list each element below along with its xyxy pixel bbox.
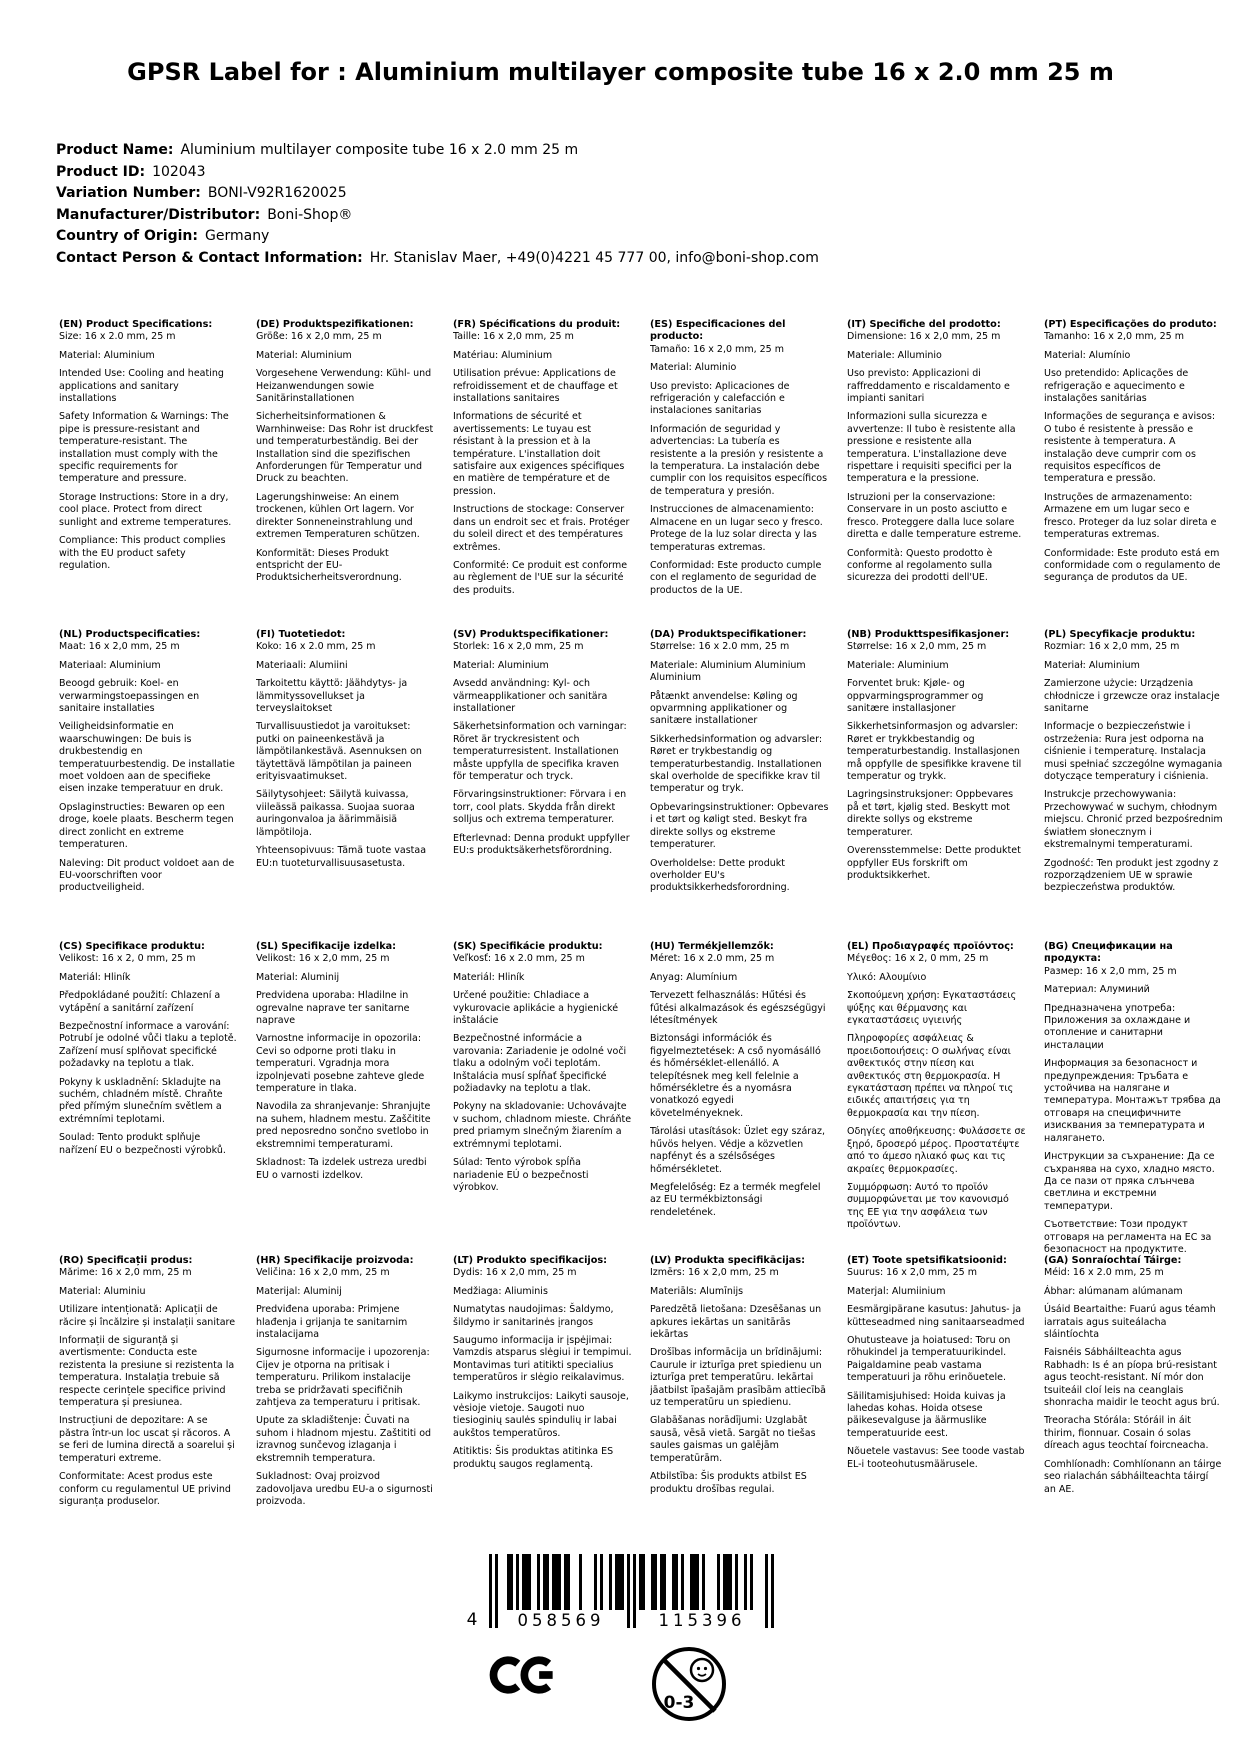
language-block-paragraph: Säilytysohjeet: Säilytä kuivassa, viileässä paikassa. Suojaa suoraa auringonvaloa ja äärimmäisiä lämpötiloja. (256, 789, 415, 838)
age-warning-0-3-icon (649, 1644, 729, 1724)
language-block-title: (FR) Spécifications du produit: (453, 319, 621, 330)
barcode-bar (681, 1554, 684, 1610)
language-block-es (650, 319, 831, 629)
language-block-nl (59, 629, 240, 941)
language-block-paragraph: Conformitate: Acest produs este conform cu regulamentul UE privind siguranța produselor. (59, 1471, 231, 1507)
barcode-bar (693, 1554, 696, 1610)
language-block-paragraph: Materjal: Alumiinium (847, 1285, 946, 1297)
language-block-ga (1044, 1255, 1225, 1508)
language-block-paragraph: Informacje o bezpieczeństwie i ostrzeżenia: Rura jest odporna na ciśnienie i temperaturę. Instalacja musi spełniać szczególne wymagania dotyczące temperatury i ciśnienia. (1044, 721, 1223, 783)
language-block-paragraph: Instrukcje przechowywania: Przechowywać w suchym, chłodnym miejscu. Chronić przed bezpośrednim światłem słonecznym i ekstremalnymi temperaturami. (1044, 789, 1223, 851)
language-block-paragraph: Πληροφορίες ασφάλειας & προειδοποιήσεις: Ο σωλήνας είναι ανθεκτικός στην πίεση και ανθεκτικός στη θερμοκρασία. Η εγκατάσταση πρέπει να πληροί τις ειδικές απαιτήσεις για τη θερμοκρασία και την πίεση. (847, 1033, 1014, 1119)
barcode-bar (615, 1554, 618, 1610)
language-block-paragraph: Οδηγίες αποθήκευσης: Φυλάσσετε σε ξηρό, δροσερό μέρος. Προστατέψτε από το άμεσο ηλιακό φως και τις ακραίες θερμοκρασίες. (847, 1126, 1026, 1175)
language-block-paragraph: Úsáid Beartaithe: Fuarú agus téamh iarratais agus suiteálacha sláintíochta (1044, 1304, 1216, 1341)
barcode-bar (555, 1554, 558, 1610)
language-block-paragraph: Tarkoitettu käyttö: Jäähdytys- ja lämmityssovellukset ja terveyslaitokset (256, 678, 408, 715)
language-block-paragraph: Størrelse: 16 x 2.0 mm, 25 m (650, 641, 790, 653)
manufacturer-value: Boni-Shop® (267, 206, 353, 223)
language-block-fi (256, 629, 437, 941)
language-block-paragraph: Beoogd gebruik: Koel- en verwarmingstoepassingen en sanitaire installaties (59, 678, 200, 715)
language-block-title: (PL) Specyfikacje produktu: (1044, 629, 1196, 640)
language-block-paragraph: Sukladnost: Ovaj proizvod zadovoljava uredbu EU-a o sigurnosti proizvoda. (256, 1471, 433, 1507)
language-block-paragraph: Konformität: Dieses Produkt entspricht der EU-Produktsicherheitsverordnung. (256, 547, 402, 584)
language-block-paragraph: Sicherheitsinformationen & Warnhinweise: Das Rohr ist druckfest und temperaturbeständig. Bei der Installation sind die spezifischen Anforderungen für Temperatur und Druck zu beachten. (256, 411, 434, 485)
language-block-paragraph: Material: Alumínio (1044, 349, 1131, 361)
language-block-paragraph: Veľkosť: 16 x 2.0 mm, 25 m (453, 953, 585, 965)
page-title: GPSR Label for : Aluminium multilayer composite tube 16 x 2.0 mm 25 m (127, 58, 1114, 86)
label-footer (0, 1554, 1241, 1724)
language-block-paragraph: Informations de sécurité et avertissements: Le tuyau est résistant à la pression et à la température. L'installation doit satisfaire aux exigences spécifiques en matière de température et de pression. (453, 411, 625, 497)
language-block-paragraph: Conformidade: Este produto está em conformidade com o regulamento de segurança de produtos da UE. (1044, 547, 1221, 584)
language-block-paragraph: Materijal: Aluminij (256, 1285, 342, 1297)
language-block-paragraph: Uso previsto: Applicazioni di raffreddamento e riscaldamento e impianti sanitari (847, 368, 1010, 405)
variation-number-label: Variation Number: (56, 185, 201, 201)
language-block-paragraph: Sikkerhetsinformasjon og advarsler: Røret er trykkbestandig og temperaturbestandig. Installasjonen må oppfylle de spesifikke kravene til temperatur og trykk. (847, 721, 1022, 783)
language-block-paragraph: Treoracha Stórála: Stóráil in áit thirim, fionnuar. Cosain ó solas díreach agus teochtaí foircneacha. (1044, 1415, 1209, 1452)
language-block-paragraph: Συμμόρφωση: Αυτό το προϊόν συμμορφώνεται με τον κανονισμό της ΕΕ για την ασφάλεια των προϊόντων. (847, 1181, 1009, 1231)
language-block-paragraph: Uso previsto: Aplicaciones de refrigeración y calefacción e instalaciones sanitarias (650, 380, 790, 417)
barcode-right-digits: 115396 (658, 1611, 746, 1631)
language-block-paragraph: Mărime: 16 x 2,0 mm, 25 m (59, 1267, 192, 1279)
language-block-paragraph: Matériau: Aluminium (453, 349, 553, 361)
language-block-paragraph: Naleving: Dit product voldoet aan de EU-voorschriften voor productveiligheid. (59, 857, 235, 894)
barcode-bar (543, 1554, 546, 1610)
language-block-paragraph: Lagerungshinweise: An einem trockenen, kühlen Ort lagern. Vor direkter Sonneneinstrahlung und extremen Temperaturen schützen. (256, 491, 420, 541)
language-block-title: (RO) Specificații produs: (59, 1255, 193, 1266)
language-block-title: (SK) Špecifikácie produktu: (453, 941, 603, 952)
language-block-et (847, 1255, 1028, 1508)
language-block-paragraph: Méid: 16 x 2.0 mm, 25 m (1044, 1267, 1164, 1279)
ean-barcode (467, 1554, 775, 1630)
language-block-it (847, 319, 1028, 629)
language-block-title: (GA) Sonraíochtaí Táirge: (1044, 1255, 1182, 1266)
language-block-title: (LV) Produkta specifikācijas: (650, 1255, 805, 1266)
product-info (56, 140, 1241, 269)
language-block-paragraph: Paredzētā lietošana: Dzesēšanas un apkures iekārtas un sanitārās iekārtas (650, 1304, 822, 1341)
barcode-bar (726, 1554, 729, 1610)
language-block-title: (NB) Produkttspesifikasjoner: (847, 629, 1010, 640)
barcode-bar (690, 1554, 693, 1610)
country-of-origin-row (56, 226, 1241, 248)
language-block-title: (IT) Specifiche del prodotto: (847, 319, 1001, 330)
language-block-paragraph: Comhlíonadh: Comhlíonann an táirge seo rialachán sábháilteachta táirgí an AE. (1044, 1458, 1222, 1495)
language-block-lt (453, 1255, 634, 1508)
barcode-bar (537, 1554, 540, 1610)
language-block-paragraph: Forventet bruk: Kjøle- og oppvarmingsprogrammer og sanitære installasjoner (847, 678, 984, 715)
language-block-paragraph: Medžiaga: Aliuminis (453, 1285, 548, 1297)
language-block-paragraph: Súlad: Tento výrobok spĺňa nariadenie EÚ o bezpečnosti výrobkov. (453, 1157, 589, 1193)
language-block-paragraph: Pokyny na skladovanie: Uchovávajte v suchom, chladnom mieste. Chráňte pred priamym slnečným žiarením a extrémnymi teplotami. (453, 1101, 632, 1150)
language-block-paragraph: Pokyny k uskladnění: Skladujte na suchém, chladném místě. Chraňte před přímým slunečním světlem a extrémními teplotami. (59, 1076, 223, 1125)
language-block-paragraph: Ohutusteave ja hoiatused: Toru on rõhukindel ja temperatuurikindel. Paigaldamine peab vastama temperatuuri ja rõhu erinõuetele. (847, 1335, 1011, 1384)
language-block-paragraph: Tárolási utasítások: Üzlet egy száraz, hűvös helyen. Védje a közvetlen napfényt és a szélsőséges hőmérsékletet. (650, 1126, 825, 1175)
product-name-value: Aluminium multilayer composite tube 16 x 2.0 mm 25 m (180, 142, 579, 158)
language-block-title: (LT) Produkto specifikacijos: (453, 1255, 608, 1266)
barcode-bar (600, 1554, 603, 1610)
language-block-paragraph: Veiligheidsinformatie en waarschuwingen: De buis is drukbestendig en temperatuurbestendig. De installatie moet voldoen aan de specifieke eisen inzake temperatuur en druk. (59, 721, 235, 795)
language-block-sk (453, 941, 634, 1255)
language-block-paragraph: Megfelelőség: Ez a termék megfelel az EU termékbiztonsági rendeletének. (650, 1181, 821, 1218)
product-name-label: Product Name: (56, 142, 174, 158)
language-block-paragraph: Méret: 16 x 2.0 mm, 25 m (650, 953, 775, 965)
language-block-paragraph: Material: Aluminiu (59, 1285, 146, 1297)
language-block-paragraph: Varnostne informacije in opozorila: Cevi so odporne proti tlaku in temperaturi. Vgradnja mora izpolnjevati posebne zahteve glede temperature in tlaka. (256, 1033, 425, 1095)
language-block-title: (SV) Produktspecifikationer: (453, 629, 609, 640)
language-block-paragraph: Opslaginstructies: Bewaren op een droge, koele plaats. Bescherm tegen direct zonlicht en extreme temperaturen. (59, 801, 234, 851)
language-block-title: (ET) Toote spetsifikatsioonid: (847, 1255, 1007, 1266)
contact-row (56, 248, 1241, 270)
language-block-title: (BG) Спецификации на продукта: (1044, 941, 1173, 965)
barcode-bar (672, 1554, 675, 1610)
language-block-title: (ES) Especificaciones del producto: (650, 319, 786, 343)
language-block-title: (EN) Product Specifications: (59, 319, 213, 330)
manufacturer-row (56, 205, 1241, 227)
manufacturer-label: Manufacturer/Distributor: (56, 206, 261, 223)
language-block-paragraph: Předpokládané použití: Chlazení a vytápění a sanitární zařízení (59, 990, 221, 1014)
barcode-bar (564, 1554, 567, 1610)
language-block-title: (SL) Specifikacije izdelka: (256, 941, 397, 952)
barcode-bar (495, 1554, 498, 1628)
language-block-paragraph: Material: Aluminium (59, 349, 155, 361)
language-block-paragraph: Materiał: Aluminium (1044, 659, 1140, 671)
barcode-bar (609, 1554, 612, 1610)
language-block-paragraph: Μέγεθος: 16 x 2, 0 mm, 25 m (847, 953, 989, 965)
language-block-paragraph: Istruzioni per la conservazione: Conservare in un posto asciutto e fresco. Proteggere dalla luce solare diretta e dalle temperature estreme. (847, 491, 1022, 541)
language-block-pt (1044, 319, 1225, 629)
language-block-paragraph: Efterlevnad: Denna produkt uppfyller EU:s produktsäkerhetsförordning. (453, 832, 630, 857)
language-block-paragraph: Intended Use: Cooling and heating applications and sanitary installations (59, 368, 224, 405)
barcode-bar (546, 1554, 549, 1610)
language-block-paragraph: Материал: Алуминий (1044, 984, 1150, 996)
language-block-paragraph: Tamaño: 16 x 2,0 mm, 25 m (650, 343, 784, 355)
product-name-row (56, 140, 1241, 162)
language-block-paragraph: Safety Information & Warnings: The pipe is pressure-resistant and temperature-resistant. The installation must comply with the specific requirements for temperature and pressure. (59, 411, 229, 485)
language-block-paragraph: Dimensione: 16 x 2,0 mm, 25 m (847, 331, 1001, 343)
language-block-sl (256, 941, 437, 1255)
language-block-bg (1044, 941, 1225, 1255)
language-block-paragraph: Turvallisuustiedot ja varoitukset: putki on paineenkestävä ja lämpötilankestävä. Asennuksen on täytettävä lämpötilan ja paineen erityisvaatimukset. (256, 721, 422, 783)
language-block-paragraph: Velikost: 16 x 2, 0 mm, 25 m (59, 953, 196, 965)
language-block-paragraph: Opbevaringsinstruktioner: Opbevares i et tørt og køligt sted. Beskyt fra direkte sollys og ekstreme temperaturer. (650, 801, 829, 851)
language-block-paragraph: Biztonsági információk és figyelmeztetések: A cső nyomásálló és hőmérséklet-ellenálló. A telepítésnek meg kell felelnie a hőmérsékletre és a nyomásra vonatkozó egyedi követelményeknek. (650, 1033, 821, 1119)
country-of-origin-value: Germany (205, 228, 270, 244)
language-block-da (650, 629, 831, 941)
product-id-row (56, 162, 1241, 184)
language-block-paragraph: Avsedd användning: Kyl- och värmeapplikationer och sanitära installationer (453, 678, 608, 715)
language-block-paragraph: Určené použitie: Chladiace a vykurovacie aplikácie a hygienické inštalácie (453, 990, 619, 1027)
language-block-paragraph: Overensstemmelse: Dette produktet oppfyller EUs forskrift om produktsikkerhet. (847, 845, 1021, 881)
barcode-bar (510, 1554, 513, 1610)
barcode-bar (654, 1554, 657, 1610)
language-block-paragraph: Utilisation prévue: Applications de refroidissement et de chauffage et installations sanitaires (453, 368, 618, 405)
language-block-title: (DA) Produktspecifikationer: (650, 629, 807, 640)
language-block-el (847, 941, 1028, 1255)
language-block-title: (EL) Προδιαγραφές προϊόντος: (847, 941, 1014, 952)
language-block-paragraph: Materiaali: Alumiini (256, 659, 348, 671)
language-block-title: (DE) Produktspezifikationen: (256, 319, 414, 330)
barcode-bar (663, 1554, 666, 1610)
contact-label: Contact Person & Contact Information: (56, 249, 363, 266)
language-block-paragraph: Predvidena uporaba: Hladilne in ogrevalne naprave ter sanitarne naprave (256, 990, 410, 1027)
language-block-paragraph: Faisnéis Sábháilteachta agus Rabhadh: Is é an píopa brú-resistant agus teocht-resistant. Ní mór don tsuiteáil cloí leis na ceanglais shonracha maidir le teocht agus brú. (1044, 1347, 1220, 1409)
language-block-paragraph: Nõuetele vastavus: See toode vastab EL-i tooteohutusmäärusele. (847, 1446, 1025, 1470)
barcode-bar (744, 1554, 747, 1610)
language-block-paragraph: Predviđena uporaba: Primjene hlađenja i grijanja te sanitarnim instalacijama (256, 1304, 408, 1341)
country-of-origin-label: Country of Origin: (56, 228, 198, 244)
language-block-paragraph: Taille: 16 x 2,0 mm, 25 m (453, 331, 574, 343)
language-block-hr (256, 1255, 437, 1508)
language-block-paragraph: Eesmärgipärane kasutus: Jahutus- ja kütteseadmed ning sanitaarseadmed (847, 1304, 1025, 1328)
language-block-paragraph: Información de seguridad y advertencias: La tubería es resistente a la presión y resistente a la temperatura. La instalación debe cumplir con los requisitos específicos de temperatura y presión. (650, 423, 828, 497)
barcode-bar (594, 1554, 597, 1610)
language-block-paragraph: Größe: 16 x 2,0 mm, 25 m (256, 331, 382, 343)
language-block-paragraph: Instrucțiuni de depozitare: A se păstra într-un loc uscat și răcoros. A se feri de lumina directă a soarelui și temperaturi extreme. (59, 1415, 235, 1464)
language-block-paragraph: Skladnost: Ta izdelek ustreza uredbi EU o varnosti izdelkov. (256, 1157, 427, 1181)
language-block-paragraph: Glabāšanas norādījumi: Uzglabāt sausā, vēsā vietā. Sargāt no tiešas saules gaismas un galējām temperatūrām. (650, 1415, 816, 1464)
language-block-paragraph: Suurus: 16 x 2,0 mm, 25 m (847, 1267, 977, 1279)
language-block-paragraph: Material: Aluminij (256, 971, 340, 983)
language-block-paragraph: Material: Aluminium (256, 349, 352, 361)
language-block-paragraph: Zamierzone użycie: Urządzenia chłodnicze i grzewcze oraz instalacje sanitarne (1044, 678, 1220, 715)
language-block-paragraph: Bezpečnostné informácie a varovania: Zariadenie je odolné voči tlaku a odolným voči teplotám. Inštalácia musí spĺňať špecifické požiadavky na teplotu a tlak. (453, 1033, 627, 1095)
language-block-paragraph: Påtænkt anvendelse: Køling og opvarmning applikationer og sanitære installationer (650, 690, 798, 727)
language-block-paragraph: Размер: 16 x 2,0 mm, 25 m (1044, 965, 1177, 977)
language-block-paragraph: Sikkerhedsinformation og advarsler: Røret er trykbestandig og temperaturbestandig. Installationen skal overholde de specifikke krav til temperatur og tryk. (650, 733, 823, 795)
language-block-paragraph: Instruções de armazenamento: Armazene em um lugar seco e fresco. Proteger da luz solar direta e temperaturas extremas. (1044, 491, 1217, 541)
language-block-paragraph: Informazioni sulla sicurezza e avvertenze: Il tubo è resistente alla pressione e resistente alla temperatura. L'installazione deve rispettare i requisiti specifici per la temperatura e la pressione. (847, 411, 1016, 485)
language-block-title: (CS) Specifikace produktu: (59, 941, 205, 952)
language-block-hu (650, 941, 831, 1255)
barcode-bar (627, 1554, 630, 1628)
language-block-paragraph: Izmērs: 16 x 2,0 mm, 25 m (650, 1267, 779, 1279)
barcode-bar (621, 1554, 624, 1610)
language-block-paragraph: Materiale: Aluminium (847, 659, 949, 671)
language-block-fr (453, 319, 634, 629)
certification-symbols (489, 1644, 729, 1724)
barcode-bar (525, 1554, 528, 1610)
language-block-paragraph: Lagringsinstruksjoner: Oppbevares på et tørt, kjølig sted. Beskytt mot direkte sollys og ekstreme temperaturer. (847, 789, 1014, 838)
barcode-bar (675, 1554, 678, 1610)
barcode-bar (522, 1554, 525, 1610)
barcode-left-digits: 058569 (517, 1611, 605, 1631)
language-block-paragraph: Anyag: Alumínium (650, 971, 738, 983)
language-block-paragraph: Velikost: 16 x 2,0 mm, 25 m (256, 953, 390, 965)
language-block-paragraph: Soulad: Tento produkt splňuje nařízení EU o bezpečnosti výrobků. (59, 1132, 226, 1156)
language-block-paragraph: Materiaal: Aluminium (59, 659, 161, 671)
language-block-paragraph: Съответствие: Този продукт отговаря на регламента на ЕС за безопасност на продуктите. (1044, 1219, 1212, 1255)
barcode-bar (507, 1554, 510, 1610)
barcode-lead-digit: 4 (466, 1610, 478, 1631)
language-block-title: (NL) Productspecificaties: (59, 629, 201, 640)
language-block-paragraph: Veličina: 16 x 2,0 mm, 25 m (256, 1267, 390, 1279)
language-block-paragraph: Ábhar: alúmanam alúmanam (1044, 1285, 1183, 1297)
barcode-bars-icon (489, 1554, 774, 1630)
language-block-paragraph: Overholdelse: Dette produkt overholder EU's produktsikkerhedsforordning. (650, 857, 790, 894)
barcode-bar (528, 1554, 531, 1610)
barcode-bar (552, 1554, 555, 1610)
product-id-value: 102043 (152, 163, 206, 180)
barcode-bar (579, 1554, 582, 1610)
variation-number-row (56, 183, 1241, 205)
barcode-bar (639, 1554, 642, 1610)
language-block-title: (HU) Termékjellemzők: (650, 941, 774, 952)
language-block-paragraph: Dydis: 16 x 2,0 mm, 25 m (453, 1267, 577, 1279)
language-block-paragraph: Storlek: 16 x 2,0 mm, 25 m (453, 641, 584, 653)
language-block-title: (HR) Specifikacije proizvoda: (256, 1255, 414, 1266)
barcode-bar (558, 1554, 561, 1610)
language-block-paragraph: Zgodność: Ten produkt jest zgodny z rozporządzeniem UE w sprawie bezpieczeństwa produktów. (1044, 857, 1219, 894)
language-block-paragraph: Material: Aluminio (650, 362, 737, 374)
barcode-bar (765, 1554, 768, 1628)
age-warning-text: 0-3 (663, 1693, 694, 1714)
language-block-paragraph: Materiál: Hliník (59, 971, 131, 983)
language-block-sv (453, 629, 634, 941)
barcode-bar (489, 1554, 492, 1628)
language-block-paragraph: Conformità: Questo prodotto è conforme al regolamento sulla sicurezza dei prodotti dell'UE. (847, 547, 993, 584)
language-block-paragraph: Navodila za shranjevanje: Shranjujte na suhem, hladnem mestu. Zaščitite pred neposredno sončno svetlobo in ekstremnimi temperaturami. (256, 1101, 431, 1150)
language-block-paragraph: Bezpečnostní informace a varování: Potrubí je odolné vůči tlaku a teplotě. Zařízení musí splňovat specifické požadavky na teplotu a tlak. (59, 1021, 237, 1070)
language-block-paragraph: Instructions de stockage: Conserver dans un endroit sec et frais. Protéger du soleil direct et des températures extrêmes. (453, 504, 630, 553)
language-block-paragraph: Upute za skladištenje: Čuvati na suhom i hladnom mjestu. Zaštititi od izravnog sunčevog izlaganja i ekstremnih temperatura. (256, 1415, 432, 1464)
language-block-paragraph: Size: 16 x 2.0 mm, 25 m (59, 331, 176, 343)
barcode-bar (651, 1554, 654, 1610)
language-block-paragraph: Storage Instructions: Store in a dry, cool place. Protect from direct sunlight and extreme temperatures. (59, 491, 232, 528)
barcode-bar (618, 1554, 621, 1610)
barcode-bar (771, 1554, 774, 1628)
language-block-paragraph: Tamanho: 16 x 2,0 mm, 25 m (1044, 331, 1184, 343)
language-block-paragraph: Инструкции за съхранение: Да се съхранява на сухо, хладно място. Да се пази от пряка слънчева светлина и екстремни температури. (1044, 1151, 1215, 1212)
language-block-paragraph: Drošības informācija un brīdinājumi: Caurule ir izturīga pret spiedienu un izturīga pret temperatūru. Iekārtai jāatbilst īpašajām prasībām attiecībā uz temperatūru un spiedienu. (650, 1347, 826, 1409)
language-block-lv (650, 1255, 831, 1508)
barcode-bar (516, 1554, 519, 1610)
language-block-title: (FI) Tuotetiedot: (256, 629, 346, 640)
language-block-cs (59, 941, 240, 1255)
language-block-paragraph: Conformité: Ce produit est conforme au règlement de l'UE sur la sécurité des produits. (453, 559, 628, 596)
language-block-paragraph: Предназначена употреба: Приложения за охлаждане и отопление и санитарни инсталации (1044, 1002, 1191, 1051)
language-block-paragraph: Uso pretendido: Aplicações de refrigeração e aquecimento e instalações sanitárias (1044, 368, 1189, 405)
language-block-paragraph: Rozmiar: 16 x 2,0 mm, 25 m (1044, 641, 1180, 653)
barcode-bar (696, 1554, 699, 1610)
language-block-paragraph: Materiāls: Alumīnijs (650, 1285, 744, 1297)
language-block-paragraph: Atitiktis: Šis produktas atitinka ES produktų saugos reglamentą. (453, 1446, 614, 1470)
variation-number-value: BONI-V92R1620025 (207, 185, 347, 201)
language-block-paragraph: Vorgesehene Verwendung: Kühl- und Heizanwendungen sowie Sanitärinstallationen (256, 368, 432, 405)
language-block-paragraph: Информация за безопасност и предупреждения: Тръбата е устойчива на налягане и температура. Монтажът трябва да отговаря на специфичните изисквания за температурата и налягането. (1044, 1058, 1221, 1144)
language-block-paragraph: Υλικό: Αλουμίνιο (847, 971, 927, 983)
contact-value: Hr. Stanislav Maer, +49(0)4221 45 777 00, info@boni-shop.com (369, 249, 819, 266)
language-block-paragraph: Utilizare intenționată: Aplicații de răcire și încălzire și instalații sanitare (59, 1304, 236, 1328)
language-block-paragraph: Maat: 16 x 2,0 mm, 25 m (59, 641, 180, 653)
language-block-paragraph: Saugumo informacija ir įspėjimai: Vamzdis atsparus slėgiui ir tempimui. Montavimas turi atitikti specialius temperatūros ir slėgio reikalavimus. (453, 1335, 632, 1384)
barcode-bar (729, 1554, 732, 1610)
language-grid (59, 319, 1225, 1508)
language-block-paragraph: Yhteensopivuus: Tämä tuote vastaa EU:n tuoteturvallisuusasetusta. (256, 845, 427, 869)
barcode-bar (633, 1554, 636, 1628)
language-block-nb (847, 629, 1028, 941)
language-block-paragraph: Tervezett felhasználás: Hűtési és fűtési alkalmazások és egészségügyi létesítmények (650, 990, 826, 1027)
language-block-title: (PT) Especificações do produto: (1044, 319, 1217, 330)
language-block-paragraph: Instrucciones de almacenamiento: Almacene en un lugar seco y fresco. Protege de la luz solar directa y las temperaturas extremas. (650, 504, 823, 553)
language-block-paragraph: Compliance: This product complies with the EU product safety regulation. (59, 535, 226, 571)
barcode-bar (717, 1554, 720, 1610)
language-block-paragraph: Säilitamisjuhised: Hoida kuivas ja lahedas kohas. Hoida otsese päikesevalguse ja äärmuslike temperatuuride eest. (847, 1390, 1006, 1439)
barcode-bar (702, 1554, 705, 1610)
barcode-bar (750, 1554, 753, 1610)
language-block-paragraph: Materiál: Hliník (453, 971, 525, 983)
language-block-pl (1044, 629, 1225, 941)
language-block-paragraph: Säkerhetsinformation och varningar: Röret är tryckresistent och temperaturresistent. Installationen måste uppfylla de specifika kraven för temperatur och tryck. (453, 721, 627, 783)
product-id-label: Product ID: (56, 163, 146, 180)
barcode-bar (735, 1554, 738, 1610)
language-block-paragraph: Material: Aluminium (453, 659, 549, 671)
barcode-bar (660, 1554, 663, 1610)
language-block-de (256, 319, 437, 629)
language-block-paragraph: Numatytas naudojimas: Šaldymo, šildymo ir sanitarinės įrangos (453, 1304, 614, 1328)
language-block-en (59, 319, 240, 629)
language-block-paragraph: Koko: 16 x 2.0 mm, 25 m (256, 641, 376, 653)
barcode-bar (723, 1554, 726, 1610)
ce-mark-icon (489, 1644, 561, 1706)
language-block-paragraph: Informações de segurança e avisos: O tubo é resistente à pressão e resistente à temperatura. A instalação deve cumprir com os requisitos específicos de temperatura e pressão. (1044, 411, 1216, 485)
language-block-paragraph: Materiale: Aluminium Aluminium Aluminium (650, 659, 806, 684)
language-block-paragraph: Conformidad: Este producto cumple con el reglamento de seguridad de productos de la UE. (650, 559, 822, 596)
language-block-paragraph: Atbilstība: Šis produkts atbilst ES produktu drošības regulai. (650, 1471, 807, 1495)
language-block-ro (59, 1255, 240, 1508)
language-block-paragraph: Informații de siguranță și avertismente: Conducta este rezistenta la presiune si rezistenta la temperatura. Instalația trebuie să respecte cerințele specifice privind temperatura și presiunea. (59, 1335, 235, 1409)
language-block-paragraph: Sigurnosne informacije i upozorenja: Cijev je otporna na pritisak i temperaturu. Prilikom instalacije treba se pridržavati specifičnih zahtjeva za temperaturu i pritisak. (256, 1347, 430, 1409)
language-block-paragraph: Størrelse: 16 x 2,0 mm, 25 m (847, 641, 987, 653)
barcode-bar (642, 1554, 645, 1610)
language-block-paragraph: Laikymo instrukcijos: Laikyti sausoje, vėsioje vietoje. Saugoti nuo tiesioginių saulės spindulių ir labai aukštos temperatūros. (453, 1390, 629, 1439)
language-block-paragraph: Materiale: Alluminio (847, 349, 942, 361)
barcode-bar (567, 1554, 570, 1610)
language-block-paragraph: Förvaringsinstruktioner: Förvara i en torr, cool plats. Skydda från direkt solljus och extrema temperaturer. (453, 789, 627, 826)
language-block-paragraph: Σκοπούμενη χρήση: Εγκαταστάσεις ψύξης και θέρμανσης και εγκαταστάσεις υγιεινής (847, 990, 1017, 1027)
